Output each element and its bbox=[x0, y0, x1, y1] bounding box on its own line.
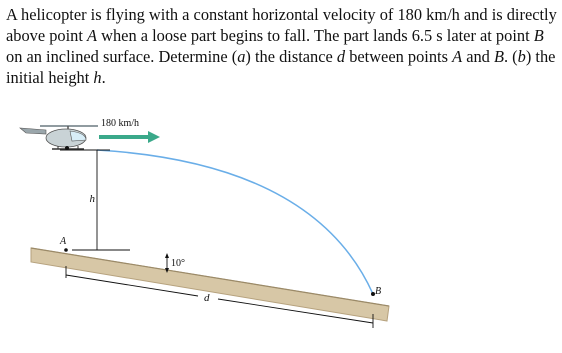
velocity-arrow-head bbox=[148, 131, 160, 143]
problem-variable: b bbox=[517, 47, 526, 66]
problem-text-run: and bbox=[462, 47, 494, 66]
angle-arrow-up bbox=[165, 253, 169, 258]
problem-text-run: A helicopter is flying with a constant horizontal velocity of 180 km/h and is directly above point bbox=[6, 5, 557, 45]
inclined-surface bbox=[31, 248, 389, 321]
point-a-label: A bbox=[60, 236, 67, 247]
point-b-label: B bbox=[375, 286, 382, 297]
angle-label: 10° bbox=[171, 258, 185, 269]
problem-variable: a bbox=[237, 47, 246, 66]
surface-top-edge bbox=[31, 248, 389, 306]
problem-text-run: ) the initial height bbox=[6, 47, 556, 87]
problem-text-run: on an inclined surface. Determine ( bbox=[6, 47, 238, 66]
problem-text-run: . bbox=[101, 68, 106, 87]
helicopter-icon bbox=[20, 126, 98, 150]
problem-text-run: between points bbox=[345, 47, 453, 66]
problem-text-run: when a loose part begins to fall. The part lands 6.5 s later at point bbox=[97, 26, 534, 45]
problem-variable: d bbox=[336, 47, 346, 66]
problem-variable: B bbox=[493, 47, 504, 66]
distance-label: d bbox=[204, 292, 210, 304]
velocity-label: 180 km/h bbox=[101, 118, 140, 129]
height-label: h bbox=[89, 193, 95, 205]
problem-text-run: ) the distance bbox=[245, 47, 337, 66]
point-a-marker bbox=[64, 248, 68, 252]
problem-variable: h bbox=[93, 68, 102, 87]
problem-variable: A bbox=[87, 26, 98, 45]
problem-variable: A bbox=[452, 47, 463, 66]
problem-variable: B bbox=[533, 26, 544, 45]
problem-text-run: . ( bbox=[503, 47, 518, 66]
